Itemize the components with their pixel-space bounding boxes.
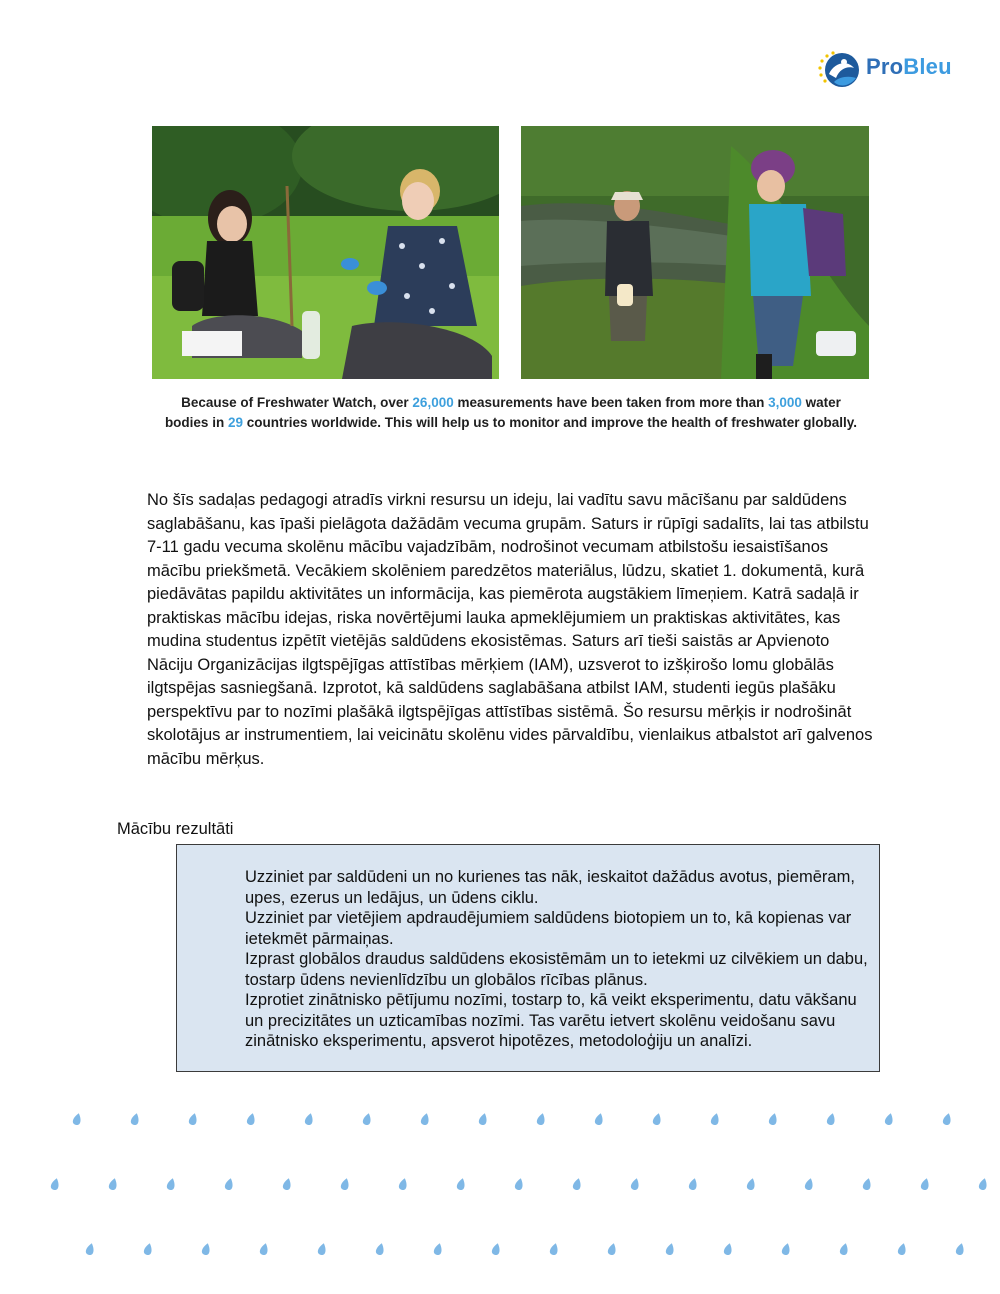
water-drop-icon	[826, 1112, 836, 1126]
water-drop-icon	[201, 1242, 211, 1256]
water-drop-icon	[224, 1177, 234, 1191]
logo-wordmark: ProBleu	[866, 54, 952, 79]
water-drop-icon	[839, 1242, 849, 1256]
water-drop-icon	[72, 1112, 82, 1126]
water-drop-icon	[884, 1112, 894, 1126]
water-drop-icon	[130, 1112, 140, 1126]
water-drop-icon	[246, 1112, 256, 1126]
water-drop-icon	[259, 1242, 269, 1256]
water-drop-icon	[491, 1242, 501, 1256]
outcome-item: Uzziniet par saldūdeni un no kurienes tas nāk, ieskaitot dažādus avotus, piemēram, upes, ezerus un ledājus, un ūdens ciklu.	[245, 868, 855, 907]
water-drop-icon	[688, 1177, 698, 1191]
water-drop-icon	[536, 1112, 546, 1126]
water-drop-icon	[304, 1112, 314, 1126]
water-drop-icon	[456, 1177, 466, 1191]
water-drop-icon	[710, 1112, 720, 1126]
section-title-learning-outcomes: Mācību rezultāti	[117, 820, 234, 838]
probleu-logo	[814, 46, 964, 92]
water-drop-icon	[108, 1177, 118, 1191]
outcome-item: Izprast globālos draudus saldūdens ekosistēmām un to ietekmi uz cilvēkiem un dabu, tostarp ūdens nevienlīdzību un globālos rīcības plānus.	[245, 950, 868, 989]
water-drop-icon	[340, 1177, 350, 1191]
water-drop-icon	[630, 1177, 640, 1191]
water-drop-icon	[143, 1242, 153, 1256]
water-drop-icon	[420, 1112, 430, 1126]
water-drop-icon	[652, 1112, 662, 1126]
water-drop-icon	[166, 1177, 176, 1191]
intro-text: No šīs sadaļas pedagogi atradīs virkni resursu un ideju, lai vadītu savu mācīšanu par saldūdens saglabāšanu, kas īpaši pielāgota dažādām vecuma grupām. Saturs ir rūpīgi sadalīts, lai tas atbilstu 7-11 gadu vecuma skolēnu mācību vajadzībām, nodrošinot vecumam atbilstošu iesaistīšanos mācību priekšmetā. Vecākiem skolēniem paredzētos materiālus, lūdzu, skatiet 1. dokumentā, kurā piedāvātas papildu aktivitātes un informācija, kas piemērota augstākiem līmeņiem. Katrā sadaļā ir praktiskas mācību idejas, riska novērtējumi lauka apmeklējumiem un praktiskas aktivitātes, kas mudina studentus izpētīt vietējās saldūdens ekosistēmas. Saturs arī tieši saistās ar Apvienoto Nāciju Organizācijas ilgtspējīgas attīstības mērķiem (IAM), uzsverot to izšķirošo lomu globālās ilgtspējas sasniegšanā. Izprotot, kā saldūdens saglabāšana atbilst IAM, studenti iegūs plašāku perspektīvu par to nozīmi plašākā ilgtspējīgas attīstības sistēmā. Šo resursu mērķis ir nodrošināt skolotājus ar instrumentiem, lai veicinātu skolēnu vides pārvaldību, vienlaikus atbalstot arī galvenos mācību mērķus.	[147, 491, 873, 768]
water-drop-icon	[398, 1177, 408, 1191]
water-drop-icon	[920, 1177, 930, 1191]
learning-outcomes-list	[245, 867, 877, 1052]
water-drop-icon	[804, 1177, 814, 1191]
photo-caption: Because of Freshwater Watch, over 26,000 measurements have been taken from more than 3,000 water bodies in 29 countries worldwide. This will help us to monitor and improve the health of freshwater globally.	[164, 395, 858, 430]
water-drop-icon	[282, 1177, 292, 1191]
water-drop-icon	[594, 1112, 604, 1126]
water-drop-icon	[942, 1112, 952, 1126]
water-drop-icon	[514, 1177, 524, 1191]
water-drop-icon	[549, 1242, 559, 1256]
photo-women-on-grass	[152, 126, 499, 379]
caption-highlight: 29	[227, 415, 243, 430]
outcome-item: Uzziniet par vietējiem apdraudējumiem saldūdens biotopiem un to, kā kopienas var ietekmēt pārmaiņas.	[245, 909, 852, 948]
water-drop-icon	[781, 1242, 791, 1256]
water-drop-icon	[955, 1242, 965, 1256]
water-drop-icon	[723, 1242, 733, 1256]
water-drop-icon	[433, 1242, 443, 1256]
learning-outcomes-box	[176, 844, 880, 1072]
water-drop-icon	[897, 1242, 907, 1256]
water-drop-icon	[317, 1242, 327, 1256]
decorative-water-drops	[0, 1100, 1000, 1270]
probleu-logo-icon	[814, 48, 862, 90]
water-drop-icon	[978, 1177, 988, 1191]
water-drop-icon	[768, 1112, 778, 1126]
intro-paragraph	[147, 489, 877, 771]
outcome-item: Izprotiet zinātnisko pētījumu nozīmi, tostarp to, kā veikt eksperimentu, datu vākšanu un precizitātes un uzticamības nozīmi. Tas varētu ietvert skolēnu veidošanu savu zinātnisko eksperimentu, apsverot hipotēzes, metodoloģiju un analīzi.	[245, 991, 857, 1050]
water-drop-icon	[478, 1112, 488, 1126]
water-drop-icon	[862, 1177, 872, 1191]
water-drop-icon	[50, 1177, 60, 1191]
water-drop-icon	[572, 1177, 582, 1191]
water-drop-icon	[85, 1242, 95, 1256]
caption-highlight: 3,000	[768, 395, 802, 410]
water-drop-icon	[188, 1112, 198, 1126]
caption-highlight: 26,000	[412, 395, 454, 410]
water-drop-icon	[746, 1177, 756, 1191]
water-drop-icon	[362, 1112, 372, 1126]
photo-stream-sampling	[521, 126, 869, 379]
water-drop-icon	[607, 1242, 617, 1256]
water-drop-icon	[665, 1242, 675, 1256]
water-drop-icon	[375, 1242, 385, 1256]
